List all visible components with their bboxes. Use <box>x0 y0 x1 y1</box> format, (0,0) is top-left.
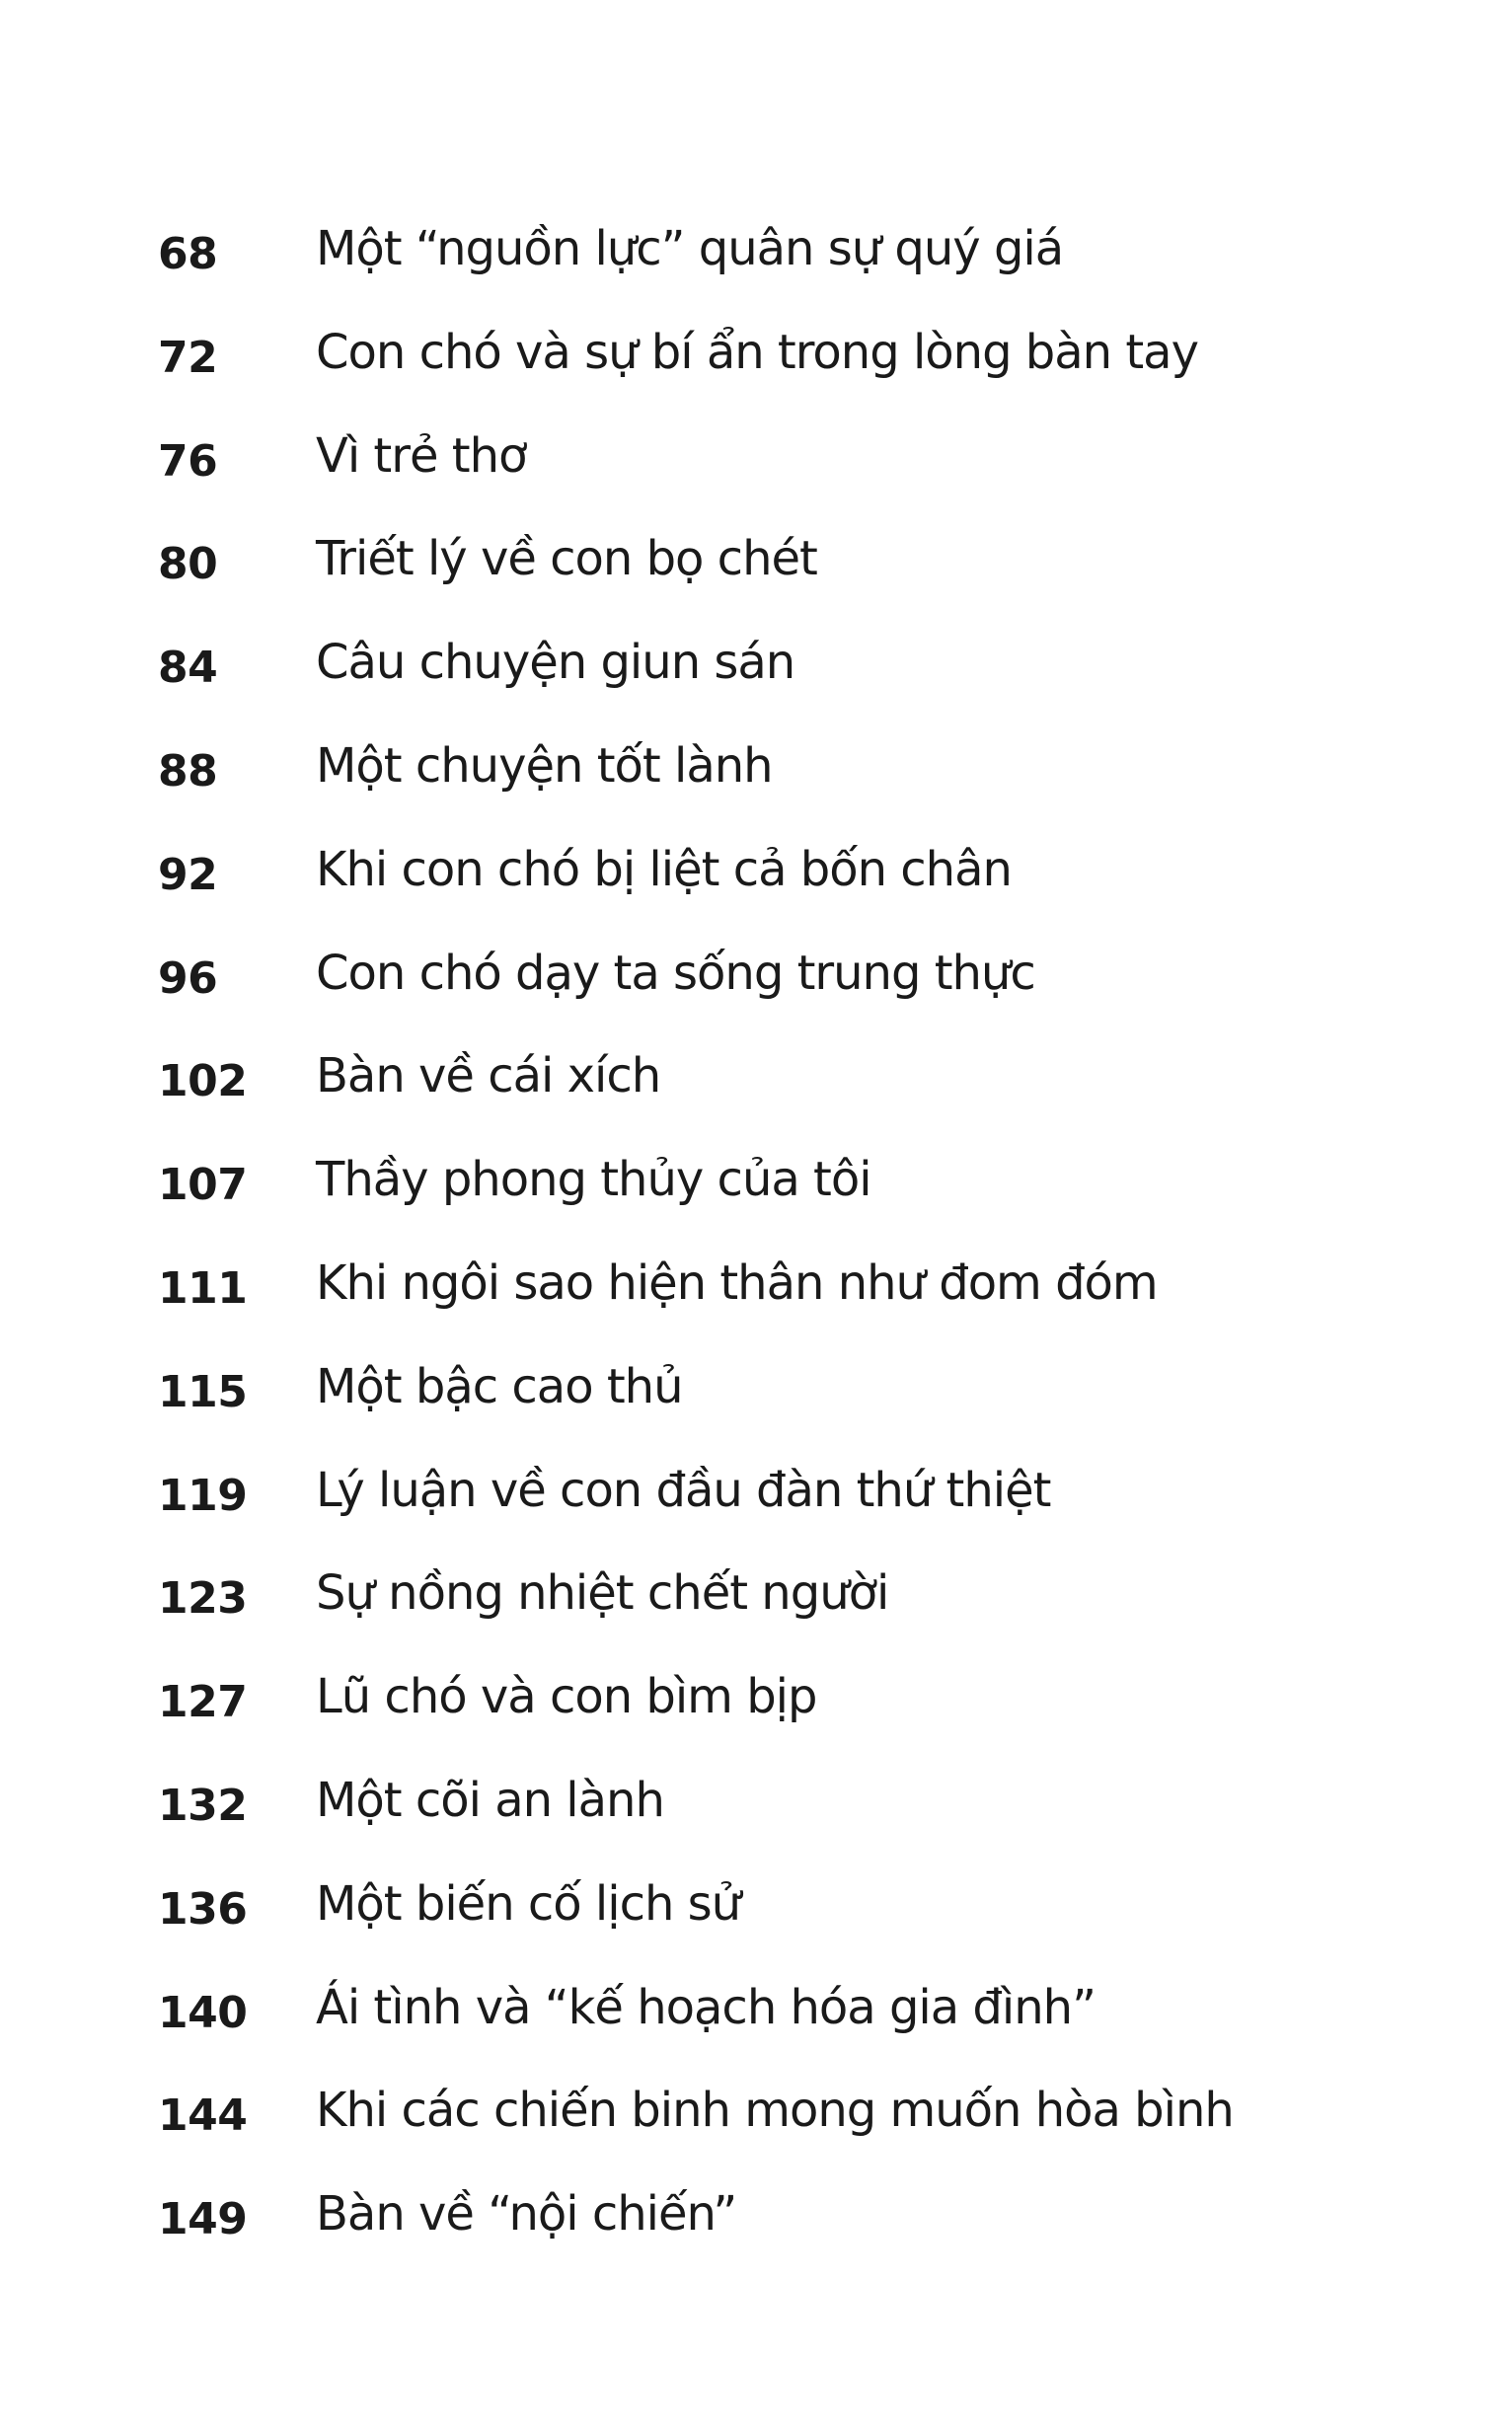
toc-page-number: 107 <box>158 1160 248 1211</box>
toc-chapter-title: Lũ chó và con bìm bịp <box>316 1669 817 1725</box>
toc-page-number: 136 <box>158 1883 248 1935</box>
toc-page-number: 149 <box>158 2194 248 2245</box>
toc-entry <box>0 944 1512 1047</box>
toc-entry <box>0 633 1512 736</box>
toc-chapter-title: Ái tình và “kế hoạch hóa gia đình” <box>316 1979 1096 2035</box>
toc-chapter-title: Con chó dạy ta sống trung thực <box>316 945 1035 1001</box>
toc-entry <box>0 736 1512 840</box>
toc-entry <box>0 1771 1512 1874</box>
toc-chapter-title: Con chó và sự bí ẩn trong lòng bàn tay <box>316 324 1198 380</box>
toc-page-number: 132 <box>158 1780 248 1831</box>
toc-chapter-title: Triết lý về con bọ chét <box>316 531 817 587</box>
toc-page-number: 140 <box>158 1987 248 2038</box>
toc-entry <box>0 1150 1512 1254</box>
toc-entry <box>0 1357 1512 1461</box>
toc-chapter-title: Khi các chiến binh mong muốn hòa bình <box>316 2083 1234 2139</box>
toc-page-number: 111 <box>158 1262 248 1314</box>
toc-entry <box>0 1563 1512 1667</box>
toc-chapter-title: Khi ngôi sao hiện thân như đom đóm <box>316 1254 1158 1311</box>
toc-page-number: 80 <box>158 539 218 590</box>
toc-page-number: 115 <box>158 1366 248 1417</box>
toc-entry <box>0 219 1512 323</box>
toc-chapter-title: Khi con chó bị liệt cả bốn chân <box>316 841 1012 897</box>
toc-entry <box>0 426 1512 530</box>
toc-chapter-title: Lý luận về con đầu đàn thứ thiệt <box>316 1462 1051 1518</box>
toc-entry <box>0 1874 1512 1978</box>
toc-entry <box>0 1461 1512 1564</box>
toc-page-number: 68 <box>158 229 218 279</box>
toc-page-number: 92 <box>158 849 218 900</box>
toc-entry <box>0 323 1512 426</box>
toc-chapter-title: Một cõi an lành <box>316 1772 664 1828</box>
toc-chapter-title: Bàn về cái xích <box>316 1048 661 1104</box>
toc-entry <box>0 529 1512 633</box>
toc-chapter-title: Thầy phong thủy của tôi <box>316 1152 871 1208</box>
toc-page-number: 119 <box>158 1470 248 1521</box>
toc-entry <box>0 1254 1512 1357</box>
toc-chapter-title: Bàn về “nội chiến” <box>316 2186 737 2242</box>
toc-page-number: 76 <box>158 435 218 487</box>
toc-page-number: 84 <box>158 643 218 694</box>
toc-page-number: 127 <box>158 1677 248 1728</box>
table-of-contents <box>0 219 1512 2288</box>
toc-page-number: 102 <box>158 1056 248 1107</box>
toc-chapter-title: Sự nồng nhiệt chết người <box>316 1565 889 1622</box>
toc-chapter-title: Một biến cố lịch sử <box>316 1875 741 1932</box>
toc-page-number: 88 <box>158 745 218 797</box>
toc-page-number: 96 <box>158 952 218 1004</box>
toc-entry <box>0 2184 1512 2288</box>
toc-chapter-title: Một chuyện tốt lành <box>316 737 773 794</box>
toc-entry <box>0 2081 1512 2184</box>
toc-entry <box>0 1978 1512 2082</box>
toc-entry <box>0 1667 1512 1771</box>
toc-chapter-title: Một “nguồn lực” quân sự quý giá <box>316 221 1064 276</box>
toc-chapter-title: Câu chuyện giun sán <box>316 635 795 691</box>
toc-page-number: 72 <box>158 332 218 383</box>
toc-chapter-title: Một bậc cao thủ <box>316 1358 683 1414</box>
toc-page-number: 123 <box>158 1573 248 1625</box>
toc-entry <box>0 1046 1512 1150</box>
toc-page-number: 144 <box>158 2090 248 2142</box>
toc-chapter-title: Vì trẻ thơ <box>316 427 527 484</box>
toc-entry <box>0 840 1512 944</box>
